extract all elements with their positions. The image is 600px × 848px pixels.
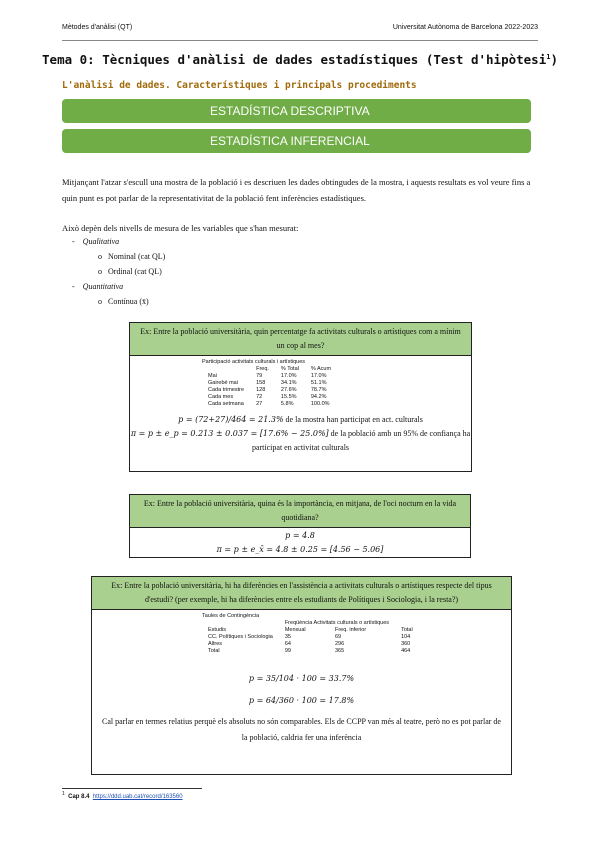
frequency-table (202, 365, 337, 407)
table-group-header-row: Freqüència Activitats culturals o artístiques (284, 619, 390, 626)
levels-intro: Això depèn dels nivells de mesura de les variables que s'han mesurat: (62, 223, 299, 233)
example-formulas (130, 528, 470, 557)
formula: p = (72+27)/464 = 21.3% (178, 415, 284, 424)
list-item: - Quantitativa (72, 282, 124, 291)
example-box-2 (129, 494, 471, 558)
formula: p = 35/104 · 100 = 33.7% (248, 674, 355, 683)
inferential-stats-banner: ESTADÍSTICA INFERENCIAL (62, 129, 531, 153)
example-formulas: p = (72+27)/464 = 21.3% de la mostra han participat en act. culturals π = p ± e_p = 0.213 ± 0.037 = [17.6% − 25.0%] de la població amb un 95% de confiança ha participat en activitat culturals (130, 415, 471, 452)
formula: p = 64/360 · 100 = 17.8% (248, 696, 355, 705)
footnote-divider (62, 788, 202, 789)
example-question: Ex: Entre la població universitària, quin percentatge fa activitats culturals o artístiques com a mínim un cop al mes? (130, 323, 471, 356)
table-title: Participació activitats culturals i artístiques (202, 359, 306, 365)
measure-levels-list (62, 234, 165, 309)
descriptive-stats-banner: ESTADÍSTICA DESCRIPTIVA (62, 99, 531, 123)
formula: π = p ± e_x̄ = 4.8 ± 0.25 = [4.56 − 5.06] (216, 545, 384, 554)
table-row: Cada mes 72 15.5% 94.2% (208, 393, 327, 400)
page-title: Tema 0: Tècniques d'anàlisi de dades estadístiques (Test d'hipòtesi$^1$) (42, 52, 558, 67)
intro-paragraph: Mitjançant l'atzar s'escull una mostra de la població i es descriuen les dades obtingudes de la mostra, i aquests resultats es vol veure fins a quin punt es pot parlar de la representativitat de la població fent inferències estadístiques. (62, 177, 531, 203)
header-divider (62, 40, 538, 41)
header-left: Mètodes d'anàlisi (QT) (62, 24, 133, 31)
example-box-3 (91, 576, 512, 775)
table-row: Altres 64 296 360 (208, 640, 411, 647)
page-header (62, 24, 538, 31)
contingency-table-wrap (92, 610, 511, 654)
header-right: Universitat Autònoma de Barcelona 2022-2023 (392, 24, 538, 31)
table-header-row: Estudis Mensual Freq. inferior Total (208, 626, 413, 633)
table-row: CC. Polítiques i Sociologia 35 69 104 (208, 633, 411, 640)
example-box-1 (129, 322, 472, 472)
frequency-table-wrap (130, 356, 471, 407)
table-title: Taules de Contingència (202, 613, 260, 619)
table-row: Gairebé mai 158 34.1% 51.1% (208, 379, 327, 386)
table-row: Cada setmana 27 5.8% 100.0% (208, 400, 330, 407)
table-row: Total 99 365 464 (208, 647, 411, 654)
example-note: Cal parlar en termes relatius perquè els absoluts no són comparables. Els de CCPP van més al teatre, però no es pot parlar de la població, caldria fer una inferència (102, 717, 501, 742)
contingency-table (202, 619, 419, 654)
example-question: Ex: Entre la població universitària, quina és la importància, en mitjana, de l'oci nocturn en la vida quotidiana? (130, 495, 470, 528)
table-header-row: Freq. % Total % Acum (256, 365, 332, 372)
section-subtitle: L'anàlisi de dades. Característiques i principals procediments (62, 80, 417, 91)
footnote: $^1$ Cap 8.4 https://ddd.uab.cat/record/163560 (62, 791, 183, 800)
list-item: o Ordinal (cat QL) (98, 267, 162, 276)
list-item: o Contínua (x̄) (98, 297, 149, 306)
formula: π = p ± e_p = 0.213 ± 0.037 = [17.6% − 25.0%] (130, 429, 329, 438)
title-footnote-ref[interactable]: 1 (546, 52, 551, 61)
footnote-link[interactable]: https://ddd.uab.cat/record/163560 (92, 794, 183, 800)
list-item: o Nominal (cat QL) (98, 252, 166, 261)
example-question: Ex: Entre la població universitària, hi ha diferències en l'assistència a activitats culturals o artístiques respecte del tipus d'estudi? (per exemple, hi ha diferències entre els estudiants de Polítiques i Sociologia, i la resta?) (92, 577, 511, 610)
table-row: Cada trimestre 128 27.6% 78.7% (208, 386, 327, 393)
formula: p = 4.8 (285, 531, 315, 540)
example-formulas (92, 668, 511, 748)
list-item: - Qualitativa (72, 237, 120, 246)
table-row: Mai 79 17.0% 17.0% (208, 372, 327, 379)
